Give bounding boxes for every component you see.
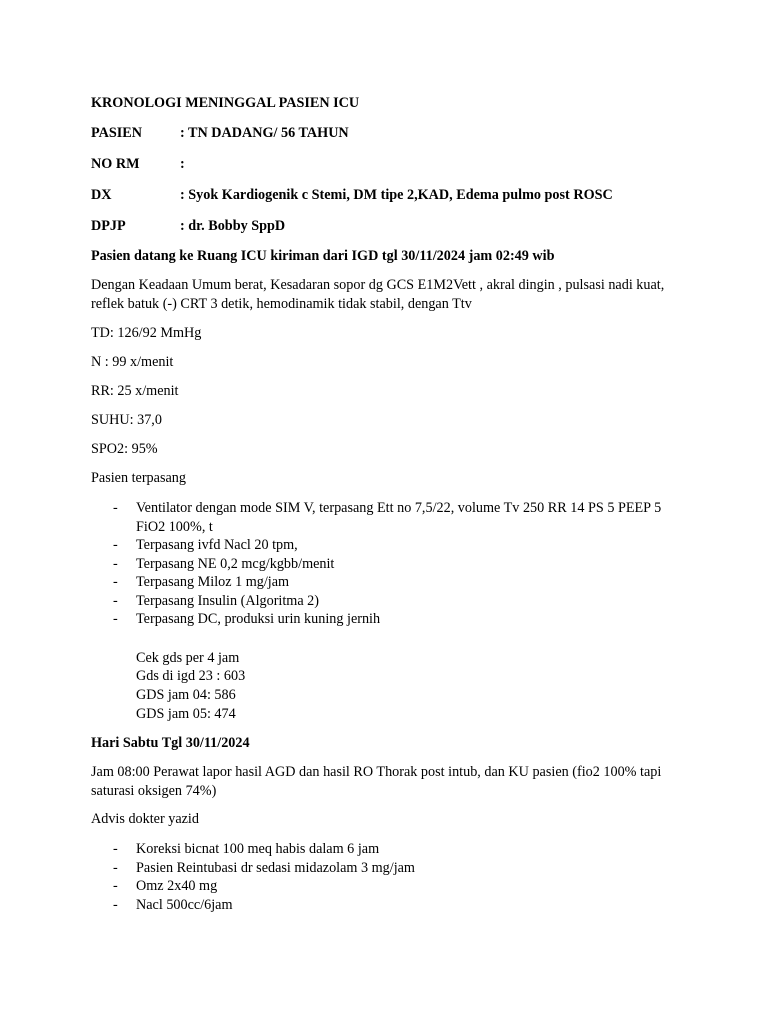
- field-value: : Syok Kardiogenik c Stemi, DM tipe 2,KAD, Edema pulmo post ROSC: [180, 187, 613, 203]
- list-bullet: -: [113, 860, 118, 876]
- list-bullet: -: [113, 500, 118, 516]
- list-bullet: -: [113, 841, 118, 857]
- gds-line: Cek gds per 4 jam: [136, 650, 240, 666]
- vital-rr: RR: 25 x/menit: [91, 383, 179, 399]
- condition-paragraph: Dengan Keadaan Umum berat, Kesadaran sopor dg GCS E1M2Vett , akral dingin , pulsasi nadi kuat, reflek batuk (-) CRT 3 detik, hemodinamik tidak stabil, dengan Ttv: [91, 277, 665, 312]
- field-key: PASIEN: [91, 125, 142, 141]
- list-bullet: -: [113, 897, 118, 913]
- vital-suhu: SUHU: 37,0: [91, 412, 162, 428]
- list-bullet: -: [113, 574, 118, 590]
- list-item: Terpasang Miloz 1 mg/jam: [136, 574, 290, 590]
- list-item: Ventilator dengan mode SIM V, terpasang Ett no 7,5/22, volume Tv 250 RR 14 PS 5 PEEP 5 FiO2 100%, t: [136, 500, 662, 535]
- day-note: Jam 08:00 Perawat lapor hasil AGD dan hasil RO Thorak post intub, dan KU pasien (fio2 100% tapi saturasi oksigen 74%): [91, 764, 662, 799]
- list-item: Omz 2x40 mg: [136, 878, 218, 894]
- field-key: DPJP: [91, 218, 126, 234]
- field-value: :: [180, 156, 185, 172]
- installed-label: Pasien terpasang: [91, 470, 186, 486]
- list-bullet: -: [113, 878, 118, 894]
- vital-td: TD: 126/92 MmHg: [91, 325, 202, 341]
- field-key: NO RM: [91, 156, 140, 172]
- list-bullet: -: [113, 593, 118, 609]
- gds-line: GDS jam 04: 586: [136, 687, 236, 703]
- arrival-note: Pasien datang ke Ruang ICU kiriman dari IGD tgl 30/11/2024 jam 02:49 wib: [91, 248, 555, 264]
- list-item: Terpasang Insulin (Algoritma 2): [136, 593, 320, 609]
- list-item: Nacl 500cc/6jam: [136, 897, 233, 913]
- list-item: Terpasang ivfd Nacl 20 tpm,: [136, 537, 298, 553]
- list-bullet: -: [113, 537, 118, 553]
- vital-nadi: N : 99 x/menit: [91, 354, 174, 370]
- field-key: DX: [91, 187, 112, 203]
- list-bullet: -: [113, 611, 118, 627]
- field-value: : dr. Bobby SppD: [180, 218, 286, 234]
- list-item: Pasien Reintubasi dr sedasi midazolam 3 mg/jam: [136, 860, 415, 876]
- vital-spo2: SPO2: 95%: [91, 441, 158, 457]
- field-value: : TN DADANG/ 56 TAHUN: [180, 125, 349, 141]
- gds-line: Gds di igd 23 : 603: [136, 668, 246, 684]
- list-item: Terpasang DC, produksi urin kuning jernih: [136, 611, 381, 627]
- list-item: Koreksi bicnat 100 meq habis dalam 6 jam: [136, 841, 380, 857]
- document-title: KRONOLOGI MENINGGAL PASIEN ICU: [91, 95, 360, 111]
- advice-label: Advis dokter yazid: [91, 811, 199, 827]
- list-bullet: -: [113, 556, 118, 572]
- day-heading: Hari Sabtu Tgl 30/11/2024: [91, 735, 250, 751]
- list-item: Terpasang NE 0,2 mcg/kgbb/menit: [136, 556, 335, 572]
- gds-line: GDS jam 05: 474: [136, 706, 236, 722]
